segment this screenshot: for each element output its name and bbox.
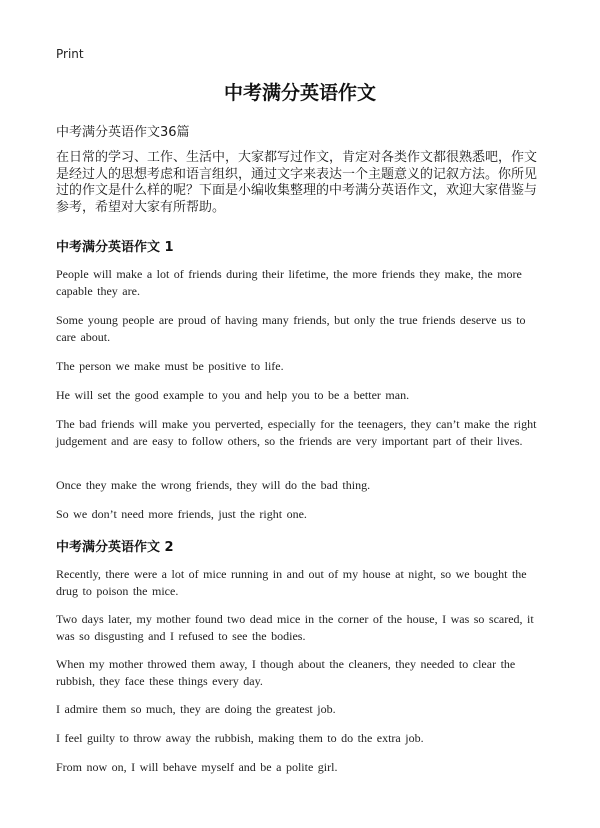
- paragraph: Recently, there were a lot of mice running in and out of my house at night, so we bought the drug to poison the mice.: [56, 567, 527, 598]
- paragraph: He will set the good example to you and help you to be a better man.: [56, 388, 410, 402]
- intro-paragraph: 在日常的学习、工作、生活中，大家都写过作文，肯定对各类作文都很熟悉吧，作文是经过人的思想考虑和语言组织，通过文字来表达一个主题意义的记叙方法。你所见过的作文是什么样的呢？下面是小编收集整理的中考满分英语作文，欢迎大家借鉴与参考，希望对大家有所帮助。: [56, 150, 538, 215]
- paragraph: The bad friends will make you perverted, especially for the teenagers, they can’t make the right judgement and are easy to follow others, so the friends are very important part of their lives.: [56, 417, 537, 448]
- print-label[interactable]: Print: [56, 47, 84, 61]
- paragraph: I admire them so much, they are doing the greatest job.: [56, 702, 336, 716]
- paragraph: I feel guilty to throw away the rubbish, making them to do the extra job.: [56, 731, 424, 745]
- document-title: 中考满分英语作文: [223, 82, 376, 104]
- document-subtitle: 中考满分英语作文36篇: [56, 125, 190, 140]
- paragraph: Once they make the wrong friends, they will do the bad thing.: [56, 478, 371, 492]
- section-heading-2: 中考满分英语作文 2: [56, 540, 174, 555]
- paragraph: Two days later, my mother found two dead mice in the corner of the house, I was so scared, it was so disgusting and I refused to see the bodies.: [56, 612, 534, 643]
- paragraph: So we don’t need more friends, just the right one.: [56, 507, 307, 521]
- paragraph: From now on, I will behave myself and be a polite girl.: [56, 760, 338, 774]
- section-heading-1: 中考满分英语作文 1: [56, 240, 174, 255]
- paragraph: People will make a lot of friends during their lifetime, the more friends they make, the more capable they are.: [56, 267, 522, 298]
- paragraph: When my mother throwed them away, I though about the cleaners, they needed to clear the rubbish, they face these things every day.: [56, 657, 516, 688]
- paragraph: Some young people are proud of having many friends, but only the true friends deserve us to care about.: [56, 313, 526, 344]
- paragraph: The person we make must be positive to life.: [56, 359, 284, 373]
